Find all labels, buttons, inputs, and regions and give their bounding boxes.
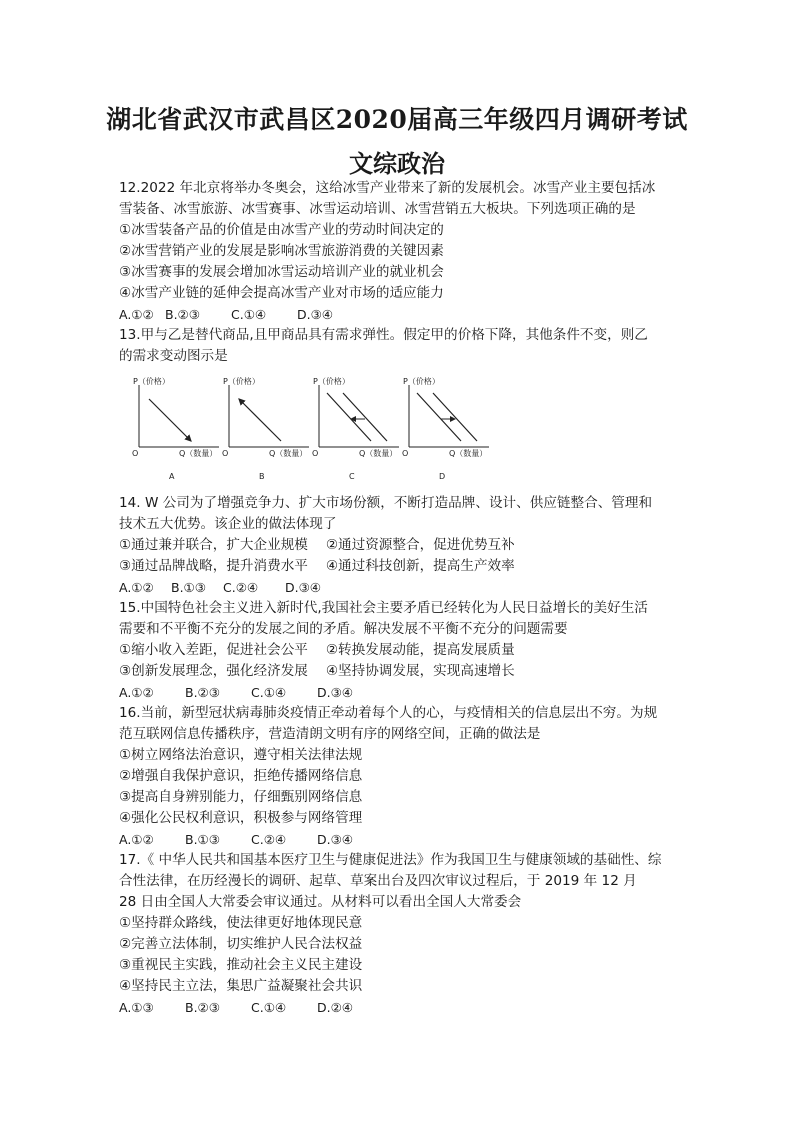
figure-d [402, 376, 489, 481]
question-12-statement-3: ③冰雪赛事的发展会增加冰雪运动培训产业的就业机会 [119, 264, 444, 280]
question-12-statement-4: ④冰雪产业链的延伸会提高冰雪产业对市场的适应能力 [119, 285, 444, 301]
question-17-options [119, 997, 691, 1018]
question-16-statement-2: ②增强自我保护意识，拒绝传播网络信息 [119, 768, 363, 784]
question-12-statement-2: ②冰雪营销产业的发展是影响冰雪旅游消费的关键因素 [119, 243, 444, 259]
demand-curve-figures [119, 375, 691, 485]
figure-a-origin: O [132, 449, 139, 458]
option-b: B.②③ [165, 307, 200, 322]
question-14-statements-3-4: ③通过品牌战略，提升消费水平 ④通过科技创新，提高生产效率 [119, 558, 515, 574]
figure-d-origin: O [402, 449, 409, 458]
option-b: B.①③ [171, 580, 206, 595]
question-12 [119, 178, 691, 325]
question-16-stem-line-1: 16.当前，新型冠状病毒肺炎疫情正牵动着每个人的心，与疫情相关的信息层出不穷。为规 [119, 705, 658, 721]
question-17-statement-4: ④坚持民主立法，集思广益凝聚社会共识 [119, 978, 363, 994]
question-15-stem-line-2: 需要和不平衡不充分的发展之间的矛盾。解决发展不平衡不充分的问题需要 [119, 621, 568, 637]
option-d: D.③④ [317, 832, 354, 847]
question-14-stem-line-1: 14. W 公司为了增强竞争力、扩大市场份额，不断打造品牌、设计、供应链整合、管理和 [119, 495, 653, 511]
option-a: A.①② [119, 307, 154, 322]
option-a: A.①② [119, 832, 154, 847]
figure-a [132, 376, 219, 481]
option-d: D.②④ [317, 1000, 354, 1015]
question-17-stem-line-2: 合性法律，在历经漫长的调研、起草、草案出台及四次审议过程后，于 2019 年 12 月 [119, 873, 637, 889]
option-b: B.②③ [185, 685, 220, 700]
option-c: C.①④ [231, 307, 267, 322]
option-d: D.③④ [317, 685, 354, 700]
figure-b [222, 376, 309, 481]
option-c: C.②④ [223, 580, 259, 595]
question-15-options [119, 682, 691, 703]
question-17-statement-1: ①坚持群众路线，使法律更好地体现民意 [119, 915, 363, 931]
figure-c-ylabel: P（价格） [313, 377, 350, 386]
question-16-options [119, 829, 691, 850]
figure-b-label: B [259, 472, 265, 481]
figure-c-xlabel: Q（数量） [359, 449, 398, 458]
page-title: 湖北省武汉市武昌区2020届高三年级四月调研考试 [106, 105, 688, 134]
question-17-stem-line-3: 28 日由全国人大常委会审议通过。从材料可以看出全国人大常委会 [119, 894, 522, 910]
option-b: B.①③ [185, 832, 220, 847]
figure-c-label: C [349, 472, 355, 481]
question-14 [119, 493, 691, 598]
option-b: B.②③ [185, 1000, 220, 1015]
figure-c-origin: O [312, 449, 319, 458]
option-a: A.①③ [119, 1000, 154, 1015]
figure-a-ylabel: P（价格） [133, 377, 170, 386]
page-subtitle: 文综政治 [349, 149, 445, 178]
question-12-stem-line-2: 雪装备、冰雪旅游、冰雪赛事、冰雪运动培训、冰雪营销五大板块。下列选项正确的是 [119, 201, 636, 217]
figure-b-origin: O [222, 449, 229, 458]
figure-a-curve-arrow [149, 399, 191, 441]
option-d: D.③④ [297, 307, 334, 322]
question-15-statements-1-2: ①缩小收入差距，促进社会公平 ②转换发展动能，提高发展质量 [119, 642, 515, 658]
question-14-stem-line-2: 技术五大优势。该企业的做法体现了 [119, 516, 337, 532]
question-12-stem-line-1: 12.2022 年北京将举办冬奥会，这给冰雪产业带来了新的发展机会。冰雪产业主要包括冰 [119, 180, 656, 196]
question-16-statement-4: ④强化公民权利意识，积极参与网络管理 [119, 810, 363, 826]
question-16-stem-line-2: 范互联网信息传播秩序，营造清朗文明有序的网络空间，正确的做法是 [119, 726, 541, 742]
question-16-statement-1: ①树立网络法治意识，遵守相关法律法规 [119, 747, 363, 763]
figure-b-curve-arrow [239, 399, 281, 441]
question-12-options [119, 304, 691, 325]
question-15-statements-3-4: ③创新发展理念，强化经济发展 ④坚持协调发展，实现高速增长 [119, 663, 515, 679]
question-17 [119, 850, 691, 1018]
question-14-options [119, 577, 691, 598]
figure-b-xlabel: Q（数量） [269, 449, 308, 458]
question-list [119, 178, 691, 1018]
figure-d-label: D [439, 472, 446, 481]
figure-d-xlabel: Q（数量） [449, 449, 488, 458]
figure-d-ylabel: P（价格） [403, 377, 440, 386]
question-17-stem-line-1: 17.《 中华人民共和国基本医疗卫生与健康促进法》作为我国卫生与健康领域的基础性、综 [119, 852, 662, 868]
question-14-statements-1-2: ①通过兼并联合，扩大企业规模 ②通过资源整合，促进优势互补 [119, 537, 515, 553]
figure-a-label: A [169, 472, 175, 481]
option-c: C.①④ [251, 1000, 287, 1015]
question-12-statement-1: ①冰雪装备产品的价值是由冰雪产业的劳动时间决定的 [119, 222, 444, 238]
question-16-statement-3: ③提高自身辨别能力，仔细甄别网络信息 [119, 789, 363, 805]
question-15-stem-line-1: 15.中国特色社会主义进入新时代,我国社会主要矛盾已经转化为人民日益增长的美好生活 [119, 600, 648, 616]
question-13-stem-line-2: 的需求变动图示是 [119, 348, 228, 364]
option-c: C.②④ [251, 832, 287, 847]
figure-b-ylabel: P（价格） [223, 377, 260, 386]
question-13 [119, 325, 691, 485]
question-13-stem-line-1: 13.甲与乙是替代商品,且甲商品具有需求弹性。假定甲的价格下降，其他条件不变，则乙 [119, 327, 648, 343]
question-16 [119, 703, 691, 850]
question-17-statement-2: ②完善立法体制，切实维护人民合法权益 [119, 936, 363, 952]
option-d: D.③④ [285, 580, 322, 595]
question-17-statement-3: ③重视民主实践，推动社会主义民主建设 [119, 957, 363, 973]
option-a: A.①② [119, 580, 154, 595]
question-15 [119, 598, 691, 703]
option-a: A.①② [119, 685, 154, 700]
figure-c [312, 376, 399, 481]
figure-a-xlabel: Q（数量） [179, 449, 218, 458]
option-c: C.①④ [251, 685, 287, 700]
